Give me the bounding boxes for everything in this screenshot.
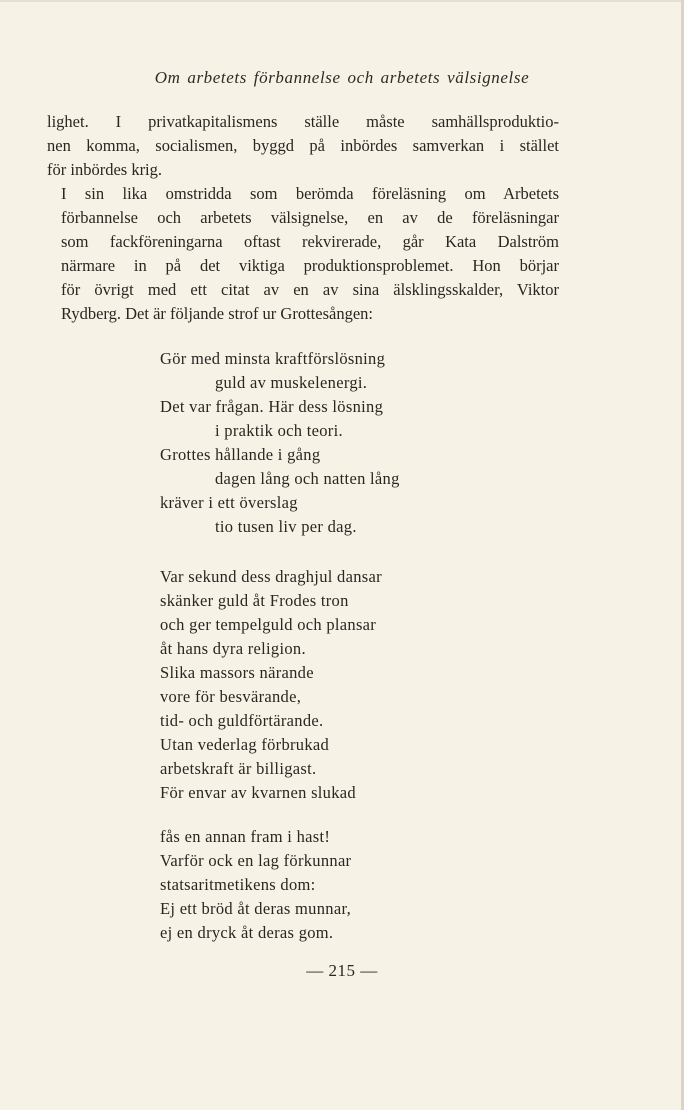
poem-stanza-3	[160, 825, 480, 945]
page-top-edge	[0, 0, 684, 2]
text-line: nen komma, socialismen, byggd på inbördes samverkan i stället	[47, 136, 559, 155]
poem-stanza-2	[160, 565, 480, 805]
verse-line: tid- och guldförtärande.	[160, 711, 324, 730]
verse-line: dagen lång och natten lång	[215, 469, 400, 488]
verse-line: Gör med minsta kraftförslösning	[160, 349, 386, 368]
verse-line: Ej ett bröd åt deras munnar,	[160, 899, 352, 918]
verse-line: Var sekund dess draghjul dansar	[160, 567, 382, 586]
verse-line: och ger tempelguld och plansar	[160, 615, 377, 634]
text-line: som fackföreningarna oftast rekvirerade, går Kata Dalström	[61, 232, 559, 251]
verse-line: ej en dryck åt deras gom.	[160, 923, 334, 942]
verse-line: i praktik och teori.	[215, 421, 343, 440]
page-number: — 215 —	[306, 961, 378, 980]
verse-line: Det var frågan. Här dess lösning	[160, 397, 384, 416]
running-title: Om arbetets förbannelse och arbetets välsignelse	[154, 68, 530, 87]
text-line: närmare in på det viktiga produktionsproblemet. Hon börjar	[61, 256, 559, 275]
verse-line: skänker guld åt Frodes tron	[160, 591, 349, 610]
verse-line: kräver i ett överslag	[160, 493, 298, 512]
text-line: I sin lika omstridda som berömda föreläsning om Arbetets	[61, 184, 559, 203]
verse-line: tio tusen liv per dag.	[215, 517, 357, 536]
verse-line: Slika massors närande	[160, 663, 314, 682]
verse-line: fås en annan fram i hast!	[160, 827, 331, 846]
verse-line: För envar av kvarnen slukad	[160, 783, 356, 802]
paragraph-2	[47, 182, 559, 326]
verse-line: guld av muskelenergi.	[215, 373, 368, 392]
text-line: lighet. I privatkapitalismens ställe måste samhällsproduktio-	[47, 112, 559, 131]
verse-line: Grottes hållande i gång	[160, 445, 321, 464]
text-line: för inbördes krig.	[47, 160, 163, 179]
paragraph-1	[47, 110, 559, 182]
verse-line: arbetskraft är billigast.	[160, 759, 317, 778]
verse-line: åt hans dyra religion.	[160, 639, 306, 658]
text-line: förbannelse och arbetets välsignelse, en av de föreläsningar	[61, 208, 559, 227]
poem-stanza-1	[160, 347, 480, 539]
verse-line: vore för besvärande,	[160, 687, 302, 706]
verse-line: statsaritmetikens dom:	[160, 875, 316, 894]
text-line: Rydberg. Det är följande strof ur Grottesången:	[61, 304, 373, 323]
text-line: för övrigt med ett citat av en av sina älsklingsskalder, Viktor	[61, 280, 559, 299]
body-text	[47, 110, 559, 326]
verse-line: Varför ock en lag förkunnar	[160, 851, 352, 870]
verse-line: Utan vederlag förbrukad	[160, 735, 330, 754]
